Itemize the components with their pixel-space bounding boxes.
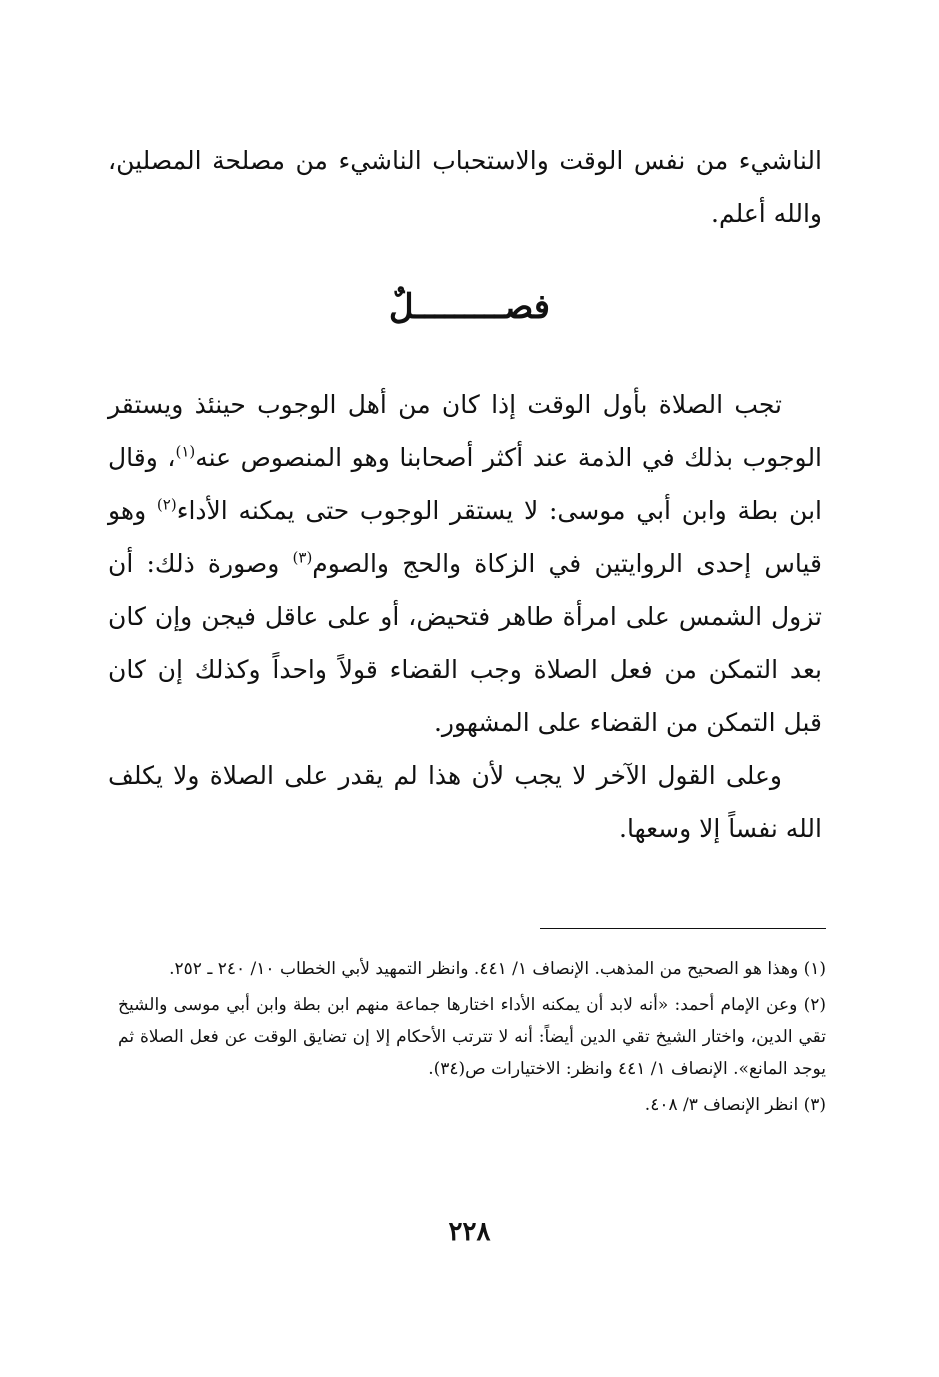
paragraph-1-part-2: ، وقال ابن بطة وابن أبي موسى: لا يستقر الوجوب حتى يمكنه الأداء <box>108 443 822 525</box>
footnote-ref-2: (٢) <box>156 495 177 514</box>
paragraph-1-part-3: وهو قياس إحدى الروايتين في الزكاة والحج والصوم <box>108 496 822 578</box>
page-number: ٢٢٨ <box>448 1217 491 1247</box>
paragraph-1-part-4: وصورة ذلك: أن تزول الشمس على امرأة طاهر فتحيض، أو على عاقل فيجن وإن كان بعد التمكن من فعل الصلاة وجب القضاء قولاً واحداً وكذلك إن كان قبل التمكن من القضاء على المشهور. <box>108 549 822 737</box>
footnote-1: (١) وهذا هو الصحيح من المذهب. الإنصاف ١/ ٤٤١. وانظر التمهيد لأبي الخطاب ١٠/ ٢٤٠ ـ ٢٥٢. <box>169 959 826 979</box>
footnote-2: (٢) وعن الإمام أحمد: «أنه لابد أن يمكنه الأداء اختارها جماعة منهم ابن بطة وابن أبي موسى والشيخ تقي الدين، واختار الشيخ تقي الدين أيضاً: أنه لا تترتب الأحكام إلا إن تضايق الوقت عن فعل الصلاة ثم يوجد المانع». الإنصاف ١/ ٤٤١ وانظر: الاختيارات ص(٣٤). <box>118 995 826 1079</box>
paragraph-1 <box>108 378 822 749</box>
footnote-ref-3: (٣) <box>292 548 313 567</box>
body-text <box>108 378 822 855</box>
paragraph-2: وعلى القول الآخر لا يجب لأن هذا لم يقدر على الصلاة ولا يكلف الله نفساً إلا وسعها. <box>108 761 822 843</box>
intro-paragraph <box>108 134 822 240</box>
footnote-divider <box>540 928 826 929</box>
paragraph-1-part-1: تجب الصلاة بأول الوقت إذا كان من أهل الوجوب حينئذ ويستقر الوجوب بذلك في الذمة عند أكثر أصحابنا وهو المنصوص عنه <box>108 390 823 472</box>
footnote-ref-1: (١) <box>175 442 196 461</box>
footnote-3: (٣) انظر الإنصاف ٣/ ٤٠٨. <box>644 1095 826 1115</box>
section-heading: فصـــــــــلٌ <box>388 287 551 327</box>
footnotes <box>118 953 826 1125</box>
intro-text: الناشيء من نفس الوقت والاستحباب الناشيء من مصلحة المصلين، والله أعلم. <box>108 146 822 228</box>
